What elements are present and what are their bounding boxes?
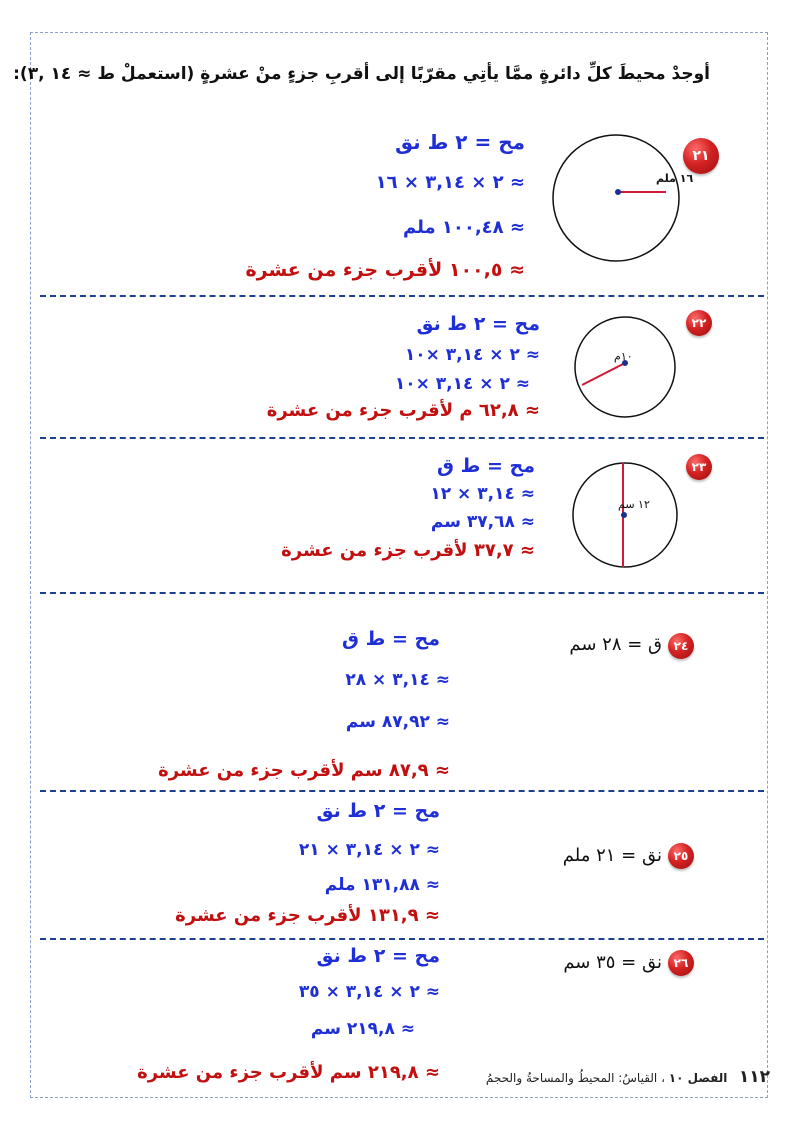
chapter-separator: ، (661, 1071, 665, 1085)
chapter-label: الفصل ١٠ (668, 1071, 728, 1085)
instruction-text: أوجدْ محيطَ كلِّ دائرةٍ ممَّا يأتِي مقرّبًا إلى أقربِ جزءٍ منْ عشرةٍ (استعملْ ط ≈ ١٤ ,٣): (13, 64, 710, 84)
rounded-answer: ≈ ٢١٩,٨ سم لأقرب جزء من عشرة (137, 1062, 440, 1083)
radius-label: ١٠م (614, 350, 633, 363)
step-substitution-repeat: ≈ ٢ × ٣,١٤ ×١٠ (394, 374, 530, 394)
step-substitution: ≈ ٢ × ٣,١٤ × ٣٥ (298, 982, 440, 1002)
radius-line (582, 363, 625, 385)
step-result: ≈ ١٣١,٨٨ ملم (324, 875, 440, 895)
problem-number-badge: ٢٤ (668, 633, 694, 659)
circle-figure-radius (570, 312, 680, 422)
step-result: ≈ ١٠٠,٤٨ ملم (402, 217, 525, 238)
radius-label: ١٦ ملم (656, 172, 694, 185)
given-value: ق = ٢٨ سم (569, 634, 662, 655)
circle-figure-radius (548, 130, 694, 266)
section-separator (40, 295, 764, 297)
circle-outline (575, 317, 675, 417)
problem-number-badge: ٢٢ (686, 310, 712, 336)
problem-number-badge: ٢١ (683, 138, 719, 174)
section-separator (40, 790, 764, 792)
step-result: ≈ ٨٧,٩٢ سم (345, 712, 450, 732)
problem-number-badge: ٢٦ (668, 950, 694, 976)
step-formula: مح = ط ق (437, 455, 535, 477)
step-formula: مح = ٢ ط نق (416, 313, 540, 335)
step-substitution: ≈ ٢ × ٣,١٤ × ٢١ (298, 840, 440, 860)
step-substitution: ≈ ٢ × ٣,١٤ × ١٦ (375, 172, 525, 193)
circle-figure-diameter (568, 458, 686, 576)
step-formula: مح = ٢ ط نق (316, 945, 440, 967)
chapter-title: القياسُ: المحيطُ والمساحةُ والحجمُ (485, 1071, 658, 1085)
rounded-answer: ≈ ٦٢,٨ م لأقرب جزء من عشرة (266, 400, 540, 421)
section-separator (40, 938, 764, 940)
section-separator (40, 437, 764, 439)
step-result: ≈ ٣٧,٦٨ سم (430, 512, 535, 532)
circle-outline (553, 135, 679, 261)
given-value: نق = ٣٥ سم (563, 952, 662, 973)
step-substitution: ≈ ٢ × ٣,١٤ ×١٠ (404, 345, 540, 365)
diameter-label: ١٢ سم (618, 498, 650, 511)
center-point (615, 189, 621, 195)
rounded-answer: ≈ ٨٧,٩ سم لأقرب جزء من عشرة (158, 760, 450, 781)
step-formula: مح = ٢ ط نق (316, 800, 440, 822)
section-separator (40, 592, 764, 594)
center-point (621, 512, 627, 518)
page-number: ١١٢ (738, 1067, 770, 1087)
rounded-answer: ≈ ١٠٠,٥ لأقرب جزء من عشرة (245, 259, 525, 281)
step-formula: مح = ٢ ط نق (395, 130, 525, 154)
page-footer (440, 1067, 770, 1087)
rounded-answer: ≈ ٣٧,٧ لأقرب جزء من عشرة (281, 540, 535, 561)
step-substitution: ≈ ٣,١٤ × ٢٨ (345, 670, 450, 690)
step-formula: مح = ط ق (342, 628, 440, 650)
rounded-answer: ≈ ١٣١,٩ لأقرب جزء من عشرة (175, 905, 440, 926)
problem-number-badge: ٢٣ (686, 454, 712, 480)
problem-number-badge: ٢٥ (668, 843, 694, 869)
step-result: ≈ ٢١٩,٨ سم (310, 1019, 415, 1039)
given-value: نق = ٢١ ملم (562, 845, 662, 866)
step-substitution: ≈ ٣,١٤ × ١٢ (430, 484, 535, 504)
